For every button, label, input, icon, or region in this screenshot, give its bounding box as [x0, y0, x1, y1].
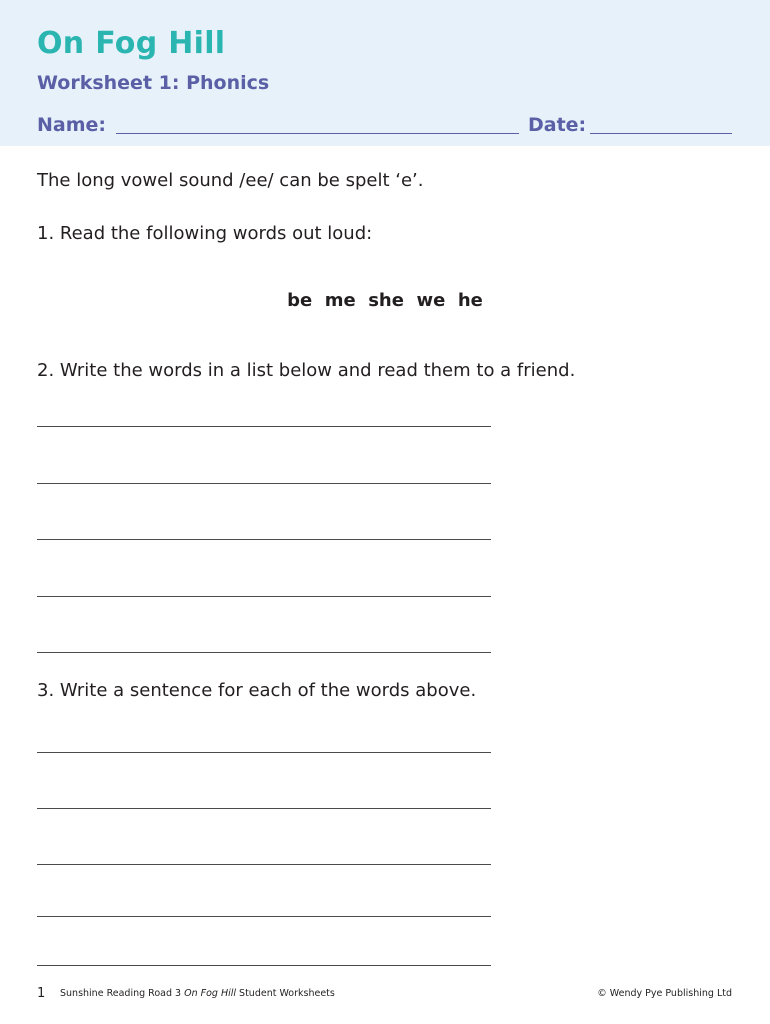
answer-line[interactable] [37, 652, 491, 653]
footer-credit-suffix: Student Worksheets [239, 988, 335, 999]
answer-line[interactable] [37, 483, 491, 484]
question-2-text: 2. Write the words in a list below and read them to a friend. [37, 360, 576, 381]
sentence-line[interactable] [37, 916, 491, 917]
sentence-line[interactable] [37, 752, 491, 753]
footer-credit-title: On Fog Hill [184, 988, 237, 999]
word-list: be me she we he [287, 290, 483, 311]
footer-copyright: © Wendy Pye Publishing Ltd [597, 988, 732, 999]
sentence-line[interactable] [37, 808, 491, 809]
footer-credit-prefix: Sunshine Reading Road 3 [60, 988, 182, 999]
name-label: Name: [37, 114, 107, 136]
question-1-text: 1. Read the following words out loud: [37, 223, 373, 244]
worksheet-title: On Fog Hill [37, 26, 226, 61]
question-3-text: 3. Write a sentence for each of the words above. [37, 680, 477, 701]
page-number: 1 [37, 986, 46, 1001]
answer-line[interactable] [37, 539, 491, 540]
worksheet-subtitle: Worksheet 1: Phonics [37, 72, 270, 94]
intro-text: The long vowel sound /ee/ can be spelt ‘e’. [37, 170, 424, 191]
date-label: Date: [528, 114, 587, 136]
sentence-line[interactable] [37, 864, 491, 865]
answer-line[interactable] [37, 596, 491, 597]
name-field-line[interactable] [116, 133, 519, 134]
answer-line[interactable] [37, 426, 491, 427]
footer-credit [60, 988, 335, 999]
sentence-line[interactable] [37, 965, 491, 966]
date-field-line[interactable] [590, 133, 732, 134]
